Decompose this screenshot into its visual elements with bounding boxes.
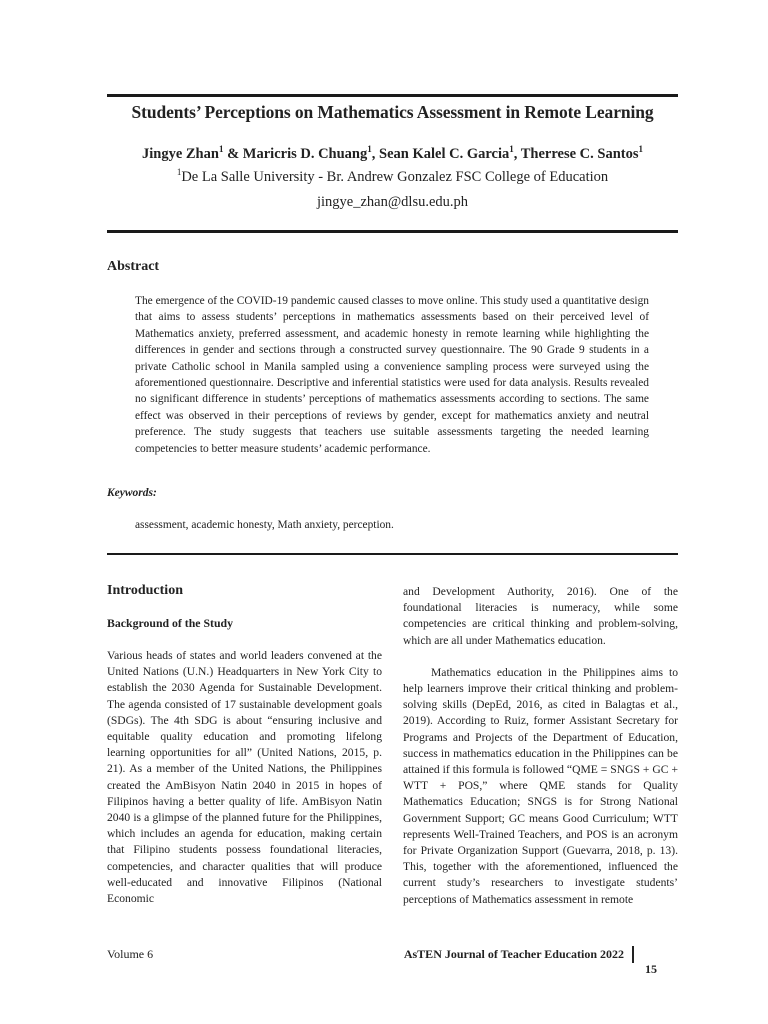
author-name: Maricris D. Chuang	[242, 146, 368, 162]
author-name: Jingye Zhan	[141, 146, 219, 162]
paper-title: Students’ Perceptions on Mathematics Assessment in Remote Learning	[131, 102, 654, 122]
author-affiliation-mark: 1	[509, 144, 514, 155]
keywords-heading: Keywords:	[107, 487, 157, 499]
affiliation-text: De La Salle University - Br. Andrew Gonzalez FSC College of Education	[181, 169, 609, 185]
footer-journal	[393, 947, 657, 977]
footer-volume: Volume 6	[107, 947, 154, 961]
left-column	[107, 648, 382, 907]
top-rule	[107, 94, 678, 97]
journal-name: AsTEN Journal of Teacher Education 2022	[403, 947, 624, 961]
affiliation-mark: 1	[176, 167, 182, 178]
page-number: 15	[645, 962, 657, 976]
footer-separator	[632, 946, 634, 963]
abstract-text: The emergence of the COVID-19 pandemic caused classes to move online. This study used a quantitative design that aims to assess students’ perceptions in mathematics assessments based on their perceived level of Mathematics anxiety, preferred assessment, and academic honesty in remote learning while highlighting the differences in gender and sections through a constructed survey questionnaire. The 90 Grade 9 students in a private Catholic school in Manila sampled using a convenience sampling process were surveyed using the aforementioned questionnaire. Descriptive and inferential statistics were used for data analysis. Results revealed no significant difference in students’ perceptions of mathematics assessments according to sections. The same effect was observed in their perceptions of reviews by gender, except for mathematics anxiety and neutral preference. The study suggests that teachers use suitable assessments targeting the needed learning competencies to better measure students’ academic performance.	[135, 295, 649, 455]
body-paragraph: Various heads of states and world leaders convened at the United Nations (U.N.) Headquarters in New York City to establish the 2030 Agenda for Sustainable Development. The agenda consisted of 17 sustainable development goals (SDGs). The 4th SDG is about “ensuring inclusive and equitable quality education and promoting lifelong learning opportunities for all” (United Nations, 2015, p. 21). As a member of the United Nations, the Philippines created the AmBisyon Natin 2040 in 2015 in hopes of Filipinos having a better quality of life. AmBisyon Natin 2040 is a glimpse of the planned future for the Philippines, which includes an agenda for education, making certain that Filipino students possess foundational literacies, competencies, and character qualities that will produce well-educated and innovative Filipinos (National Economic	[107, 649, 382, 906]
introduction-heading: Introduction	[107, 583, 183, 598]
abstract-heading: Abstract	[107, 259, 160, 274]
author-separator: ,	[513, 146, 521, 162]
author-affiliation-mark: 1	[367, 144, 372, 155]
background-heading: Background of the Study	[107, 616, 233, 630]
author-name: Therrese C. Santos	[520, 146, 639, 162]
body-paragraph: Mathematics education in the Philippines aims to help learners improve their critical thinking and problem-solving skills (DepEd, 2016, as cited in Balagtas et al., 2019). According to Ruiz, former Assistant Secretary for Programs and Projects of the Department of Education, success in mathematics education in the Philippines can be attained if this formula is followed “QME = SNGS + GC + WTT + POS,” where QME stands for Quality Mathematics Education; SNGS is for Strong National Government Support; GC means Good Curriculum; WTT represents Well-Trained Teachers, and POS is an acronym for Private Organization Support (Guevarra, 2018, p. 13). This, together with the aforementioned, influenced the current study’s researchers to investigate students’ perceptions of Mathematics assessment in remote	[403, 665, 678, 906]
author-name: Sean Kalel C. Garcia	[379, 146, 510, 162]
affiliation	[107, 169, 678, 186]
keywords-text: assessment, academic honesty, Math anxiety, perception.	[135, 519, 394, 531]
author-separator: &	[223, 146, 243, 162]
author-affiliation-mark: 1	[218, 144, 224, 155]
author-affiliation-mark: 1	[638, 144, 643, 155]
header-bottom-rule	[107, 230, 678, 233]
body-paragraph: and Development Authority, 2016). One of the foundational literacies is numeracy, while some competencies are critical thinking and problem-solving, which are all under Mathematics education.	[403, 585, 678, 647]
author-list	[107, 146, 678, 163]
right-column	[403, 584, 678, 908]
author-email[interactable]: jingye_zhan@dlsu.edu.ph	[316, 194, 469, 210]
abstract-bottom-rule	[107, 553, 678, 555]
author-separator: ,	[371, 146, 380, 162]
